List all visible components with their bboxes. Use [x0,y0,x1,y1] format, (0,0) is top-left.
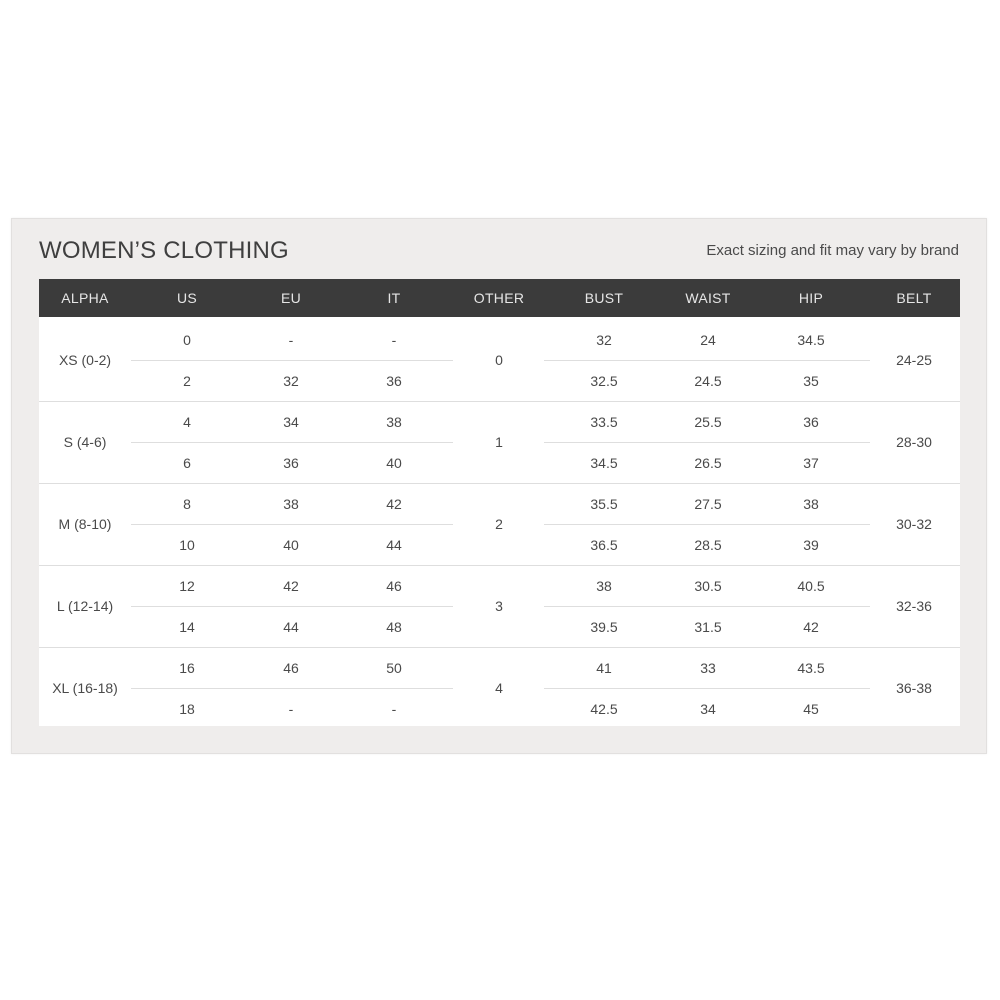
eu-size-cell: 42 [283,578,299,594]
header-it: IT [387,290,401,306]
it-size-cell: - [391,701,397,717]
it-size-cell: 42 [386,496,402,512]
alpha-size-cell: L (12-14) [56,598,114,614]
us-size-cell: 0 [183,332,191,348]
other-size-cell: 2 [495,516,503,532]
size-group [39,565,960,648]
other-size-cell: 4 [495,680,503,696]
waist-size-cell: 28.5 [694,537,722,553]
row-divider [544,524,870,525]
waist-size-cell: 34 [700,701,716,717]
eu-size-cell: 34 [283,414,299,430]
it-size-cell: 38 [386,414,402,430]
row-divider [131,606,453,607]
us-size-cell: 18 [179,701,195,717]
belt-size-cell: 30-32 [896,516,932,532]
alpha-size-cell: S (4-6) [63,434,107,450]
waist-size-cell: 27.5 [694,496,722,512]
us-size-cell: 4 [183,414,191,430]
hip-size-cell: 34.5 [797,332,825,348]
row-divider [544,688,870,689]
waist-size-cell: 33 [700,660,716,676]
eu-size-cell: 46 [283,660,299,676]
bust-size-cell: 38 [596,578,612,594]
eu-size-cell: 38 [283,496,299,512]
us-size-cell: 16 [179,660,195,676]
size-group [39,483,960,566]
size-group [39,401,960,484]
row-divider [544,360,870,361]
header-bust: BUST [584,290,624,306]
bust-size-cell: 36.5 [590,537,618,553]
alpha-size-cell: XS (0-2) [58,352,112,368]
table-header [39,279,960,317]
hip-size-cell: 36 [803,414,819,430]
header-other: OTHER [473,290,525,306]
belt-size-cell: 32-36 [896,598,932,614]
header-eu: EU [280,290,302,306]
row-divider [131,360,453,361]
waist-size-cell: 31.5 [694,619,722,635]
size-table [39,279,960,726]
size-group [39,647,960,729]
it-size-cell: - [391,332,397,348]
eu-size-cell: 32 [283,373,299,389]
belt-size-cell: 28-30 [896,434,932,450]
us-size-cell: 14 [179,619,195,635]
hip-size-cell: 38 [803,496,819,512]
bust-size-cell: 34.5 [590,455,618,471]
it-size-cell: 36 [386,373,402,389]
eu-size-cell: - [288,332,294,348]
row-divider [131,442,453,443]
row-divider [131,688,453,689]
other-size-cell: 0 [495,352,503,368]
waist-size-cell: 24.5 [694,373,722,389]
hip-size-cell: 39 [803,537,819,553]
size-chart-panel [11,218,987,754]
other-size-cell: 1 [495,434,503,450]
us-size-cell: 6 [183,455,191,471]
row-divider [544,442,870,443]
waist-size-cell: 24 [700,332,716,348]
us-size-cell: 2 [183,373,191,389]
hip-size-cell: 45 [803,701,819,717]
bust-size-cell: 39.5 [590,619,618,635]
bust-size-cell: 32.5 [590,373,618,389]
belt-size-cell: 24-25 [896,352,932,368]
bust-size-cell: 42.5 [590,701,618,717]
us-size-cell: 10 [179,537,195,553]
hip-size-cell: 43.5 [797,660,825,676]
eu-size-cell: 40 [283,537,299,553]
row-divider [544,606,870,607]
bust-size-cell: 32 [596,332,612,348]
header-waist: WAIST [685,290,731,306]
hip-size-cell: 35 [803,373,819,389]
header-us: US [176,290,198,306]
hip-size-cell: 42 [803,619,819,635]
bust-size-cell: 41 [596,660,612,676]
header-hip: HIP [798,290,824,306]
header-belt: BELT [896,290,932,306]
eu-size-cell: - [288,701,294,717]
alpha-size-cell: XL (16-18) [52,680,118,696]
belt-size-cell: 36-38 [896,680,932,696]
hip-size-cell: 37 [803,455,819,471]
us-size-cell: 8 [183,496,191,512]
size-group [39,319,960,402]
it-size-cell: 50 [386,660,402,676]
us-size-cell: 12 [179,578,195,594]
waist-size-cell: 26.5 [694,455,722,471]
row-divider [131,524,453,525]
waist-size-cell: 25.5 [694,414,722,430]
sizing-note: Exact sizing and fit may vary by brand [706,242,959,259]
eu-size-cell: 36 [283,455,299,471]
alpha-size-cell: M (8-10) [58,516,112,532]
eu-size-cell: 44 [283,619,299,635]
it-size-cell: 40 [386,455,402,471]
it-size-cell: 44 [386,537,402,553]
header-alpha: ALPHA [61,290,109,306]
bust-size-cell: 35.5 [590,496,618,512]
it-size-cell: 46 [386,578,402,594]
bust-size-cell: 33.5 [590,414,618,430]
it-size-cell: 48 [386,619,402,635]
page-title: WOMEN’S CLOTHING [39,237,289,264]
other-size-cell: 3 [495,598,503,614]
waist-size-cell: 30.5 [694,578,722,594]
hip-size-cell: 40.5 [797,578,825,594]
